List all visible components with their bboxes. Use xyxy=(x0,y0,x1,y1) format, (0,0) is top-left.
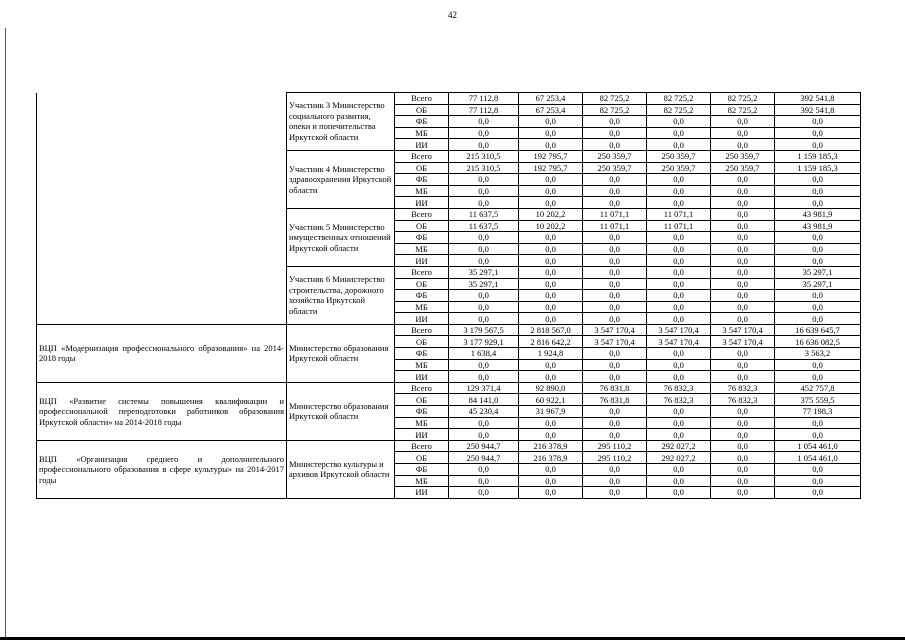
table-row xyxy=(37,93,861,105)
funding-source-cell: Всего xyxy=(395,440,449,452)
funding-source-cell: ФБ xyxy=(395,348,449,360)
year-value-cell: 0,0 xyxy=(647,197,711,209)
year-value-cell: 0,0 xyxy=(711,371,775,383)
year-value-cell: 0,0 xyxy=(449,139,519,151)
year-value-cell: 0,0 xyxy=(519,232,583,244)
year-value-cell: 0,0 xyxy=(647,266,711,278)
year-value-cell: 0,0 xyxy=(583,348,647,360)
year-value-cell: 1 638,4 xyxy=(449,348,519,360)
year-value-cell: 0,0 xyxy=(711,359,775,371)
year-value-cell: 292 027,2 xyxy=(647,440,711,452)
funding-source-cell: Всего xyxy=(395,266,449,278)
year-value-cell: 0,0 xyxy=(647,243,711,255)
funding-source-cell: ОБ xyxy=(395,162,449,174)
year-value-cell: 0,0 xyxy=(449,185,519,197)
year-value-cell: 0,0 xyxy=(449,417,519,429)
year-value-cell: 3 547 170,4 xyxy=(583,336,647,348)
funding-source-cell: МБ xyxy=(395,185,449,197)
total-value-cell: 16 636 082,5 xyxy=(775,336,861,348)
year-value-cell: 0,0 xyxy=(519,197,583,209)
year-value-cell: 0,0 xyxy=(449,475,519,487)
year-value-cell: 76 832,3 xyxy=(711,394,775,406)
total-value-cell: 0,0 xyxy=(775,464,861,476)
year-value-cell: 0,0 xyxy=(583,278,647,290)
year-value-cell: 129 371,4 xyxy=(449,382,519,394)
funding-source-cell: МБ xyxy=(395,475,449,487)
year-value-cell: 0,0 xyxy=(519,475,583,487)
year-value-cell: 0,0 xyxy=(647,487,711,499)
year-value-cell: 0,0 xyxy=(647,290,711,302)
year-value-cell: 0,0 xyxy=(711,313,775,325)
year-value-cell: 0,0 xyxy=(519,417,583,429)
funding-source-cell: ИИ xyxy=(395,487,449,499)
table-row xyxy=(37,324,861,336)
total-value-cell: 0,0 xyxy=(775,371,861,383)
program-cell xyxy=(37,93,287,151)
table-row xyxy=(37,150,861,162)
year-value-cell: 35 297,1 xyxy=(449,278,519,290)
year-value-cell: 0,0 xyxy=(583,464,647,476)
year-value-cell: 76 831,8 xyxy=(583,394,647,406)
funding-source-cell: ОБ xyxy=(395,336,449,348)
funding-source-cell: ИИ xyxy=(395,313,449,325)
year-value-cell: 0,0 xyxy=(711,406,775,418)
year-value-cell: 0,0 xyxy=(647,139,711,151)
year-value-cell: 0,0 xyxy=(449,301,519,313)
year-value-cell: 0,0 xyxy=(519,139,583,151)
year-value-cell: 60 922,1 xyxy=(519,394,583,406)
year-value-cell: 250 359,7 xyxy=(647,162,711,174)
year-value-cell: 76 832,3 xyxy=(647,394,711,406)
year-value-cell: 10 202,2 xyxy=(519,220,583,232)
year-value-cell: 0,0 xyxy=(711,208,775,220)
year-value-cell: 0,0 xyxy=(583,359,647,371)
total-value-cell: 0,0 xyxy=(775,232,861,244)
year-value-cell: 11 637,5 xyxy=(449,220,519,232)
year-value-cell: 0,0 xyxy=(583,232,647,244)
year-value-cell: 0,0 xyxy=(583,475,647,487)
year-value-cell: 3 547 170,4 xyxy=(711,336,775,348)
year-value-cell: 0,0 xyxy=(519,301,583,313)
year-value-cell: 0,0 xyxy=(519,313,583,325)
year-value-cell: 0,0 xyxy=(449,232,519,244)
year-value-cell: 0,0 xyxy=(519,359,583,371)
year-value-cell: 0,0 xyxy=(583,255,647,267)
year-value-cell: 0,0 xyxy=(519,487,583,499)
year-value-cell: 3 179 567,5 xyxy=(449,324,519,336)
year-value-cell: 295 110,2 xyxy=(583,452,647,464)
total-value-cell: 375 559,5 xyxy=(775,394,861,406)
total-value-cell: 16 639 645,7 xyxy=(775,324,861,336)
year-value-cell: 0,0 xyxy=(711,417,775,429)
funding-table xyxy=(36,92,861,499)
year-value-cell: 84 141,0 xyxy=(449,394,519,406)
year-value-cell: 0,0 xyxy=(449,313,519,325)
year-value-cell: 0,0 xyxy=(711,278,775,290)
year-value-cell: 0,0 xyxy=(711,348,775,360)
year-value-cell: 0,0 xyxy=(449,359,519,371)
year-value-cell: 0,0 xyxy=(711,139,775,151)
funding-source-cell: Всего xyxy=(395,208,449,220)
year-value-cell: 45 230,4 xyxy=(449,406,519,418)
funding-source-cell: МБ xyxy=(395,243,449,255)
participant-cell: Участник 3 Министерство социального развития, опеки и попечительства Иркутской области xyxy=(287,93,395,151)
year-value-cell: 0,0 xyxy=(647,475,711,487)
year-value-cell: 0,0 xyxy=(583,429,647,441)
year-value-cell: 0,0 xyxy=(449,429,519,441)
year-value-cell: 0,0 xyxy=(583,197,647,209)
year-value-cell: 77 112,8 xyxy=(449,93,519,105)
total-value-cell: 0,0 xyxy=(775,417,861,429)
year-value-cell: 0,0 xyxy=(519,185,583,197)
year-value-cell: 0,0 xyxy=(519,243,583,255)
year-value-cell: 0,0 xyxy=(647,116,711,128)
year-value-cell: 3 547 170,4 xyxy=(711,324,775,336)
participant-cell: Министерство образования Иркутской области xyxy=(287,382,395,440)
year-value-cell: 0,0 xyxy=(647,359,711,371)
year-value-cell: 31 967,9 xyxy=(519,406,583,418)
year-value-cell: 0,0 xyxy=(647,417,711,429)
funding-source-cell: ИИ xyxy=(395,139,449,151)
total-value-cell: 0,0 xyxy=(775,185,861,197)
year-value-cell: 82 725,2 xyxy=(583,93,647,105)
year-value-cell: 0,0 xyxy=(711,127,775,139)
year-value-cell: 216 378,9 xyxy=(519,452,583,464)
year-value-cell: 250 359,7 xyxy=(711,150,775,162)
program-cell: ВЦП «Модернизация профессионального образования» на 2014-2018 годы xyxy=(37,324,287,382)
year-value-cell: 0,0 xyxy=(449,255,519,267)
year-value-cell: 0,0 xyxy=(647,406,711,418)
year-value-cell: 0,0 xyxy=(711,475,775,487)
year-value-cell: 11 071,1 xyxy=(647,220,711,232)
year-value-cell: 0,0 xyxy=(583,290,647,302)
year-value-cell: 0,0 xyxy=(711,429,775,441)
year-value-cell: 0,0 xyxy=(647,232,711,244)
year-value-cell: 2 818 567,0 xyxy=(519,324,583,336)
year-value-cell: 0,0 xyxy=(449,243,519,255)
year-value-cell: 0,0 xyxy=(449,127,519,139)
funding-source-cell: Всего xyxy=(395,382,449,394)
year-value-cell: 0,0 xyxy=(519,255,583,267)
funding-source-cell: ФБ xyxy=(395,406,449,418)
year-value-cell: 0,0 xyxy=(647,185,711,197)
total-value-cell: 0,0 xyxy=(775,290,861,302)
funding-source-cell: ФБ xyxy=(395,464,449,476)
year-value-cell: 11 071,1 xyxy=(647,208,711,220)
year-value-cell: 0,0 xyxy=(519,429,583,441)
year-value-cell: 2 816 642,2 xyxy=(519,336,583,348)
funding-source-cell: ОБ xyxy=(395,394,449,406)
year-value-cell: 0,0 xyxy=(711,197,775,209)
total-value-cell: 392 541,8 xyxy=(775,104,861,116)
funding-source-cell: ФБ xyxy=(395,290,449,302)
total-value-cell: 0,0 xyxy=(775,255,861,267)
total-value-cell: 0,0 xyxy=(775,243,861,255)
year-value-cell: 0,0 xyxy=(711,301,775,313)
total-value-cell: 1 054 461,0 xyxy=(775,440,861,452)
total-value-cell: 35 297,1 xyxy=(775,266,861,278)
year-value-cell: 3 547 170,4 xyxy=(647,336,711,348)
year-value-cell: 11 071,1 xyxy=(583,220,647,232)
participant-cell: Участник 6 Министерство строительства, дорожного хозяйства Иркутской области xyxy=(287,266,395,324)
year-value-cell: 0,0 xyxy=(711,243,775,255)
year-value-cell: 0,0 xyxy=(647,371,711,383)
year-value-cell: 82 725,2 xyxy=(711,93,775,105)
year-value-cell: 215 310,5 xyxy=(449,150,519,162)
total-value-cell: 0,0 xyxy=(775,487,861,499)
total-value-cell: 1 159 185,3 xyxy=(775,150,861,162)
year-value-cell: 250 359,7 xyxy=(647,150,711,162)
total-value-cell: 0,0 xyxy=(775,475,861,487)
year-value-cell: 67 253,4 xyxy=(519,104,583,116)
total-value-cell: 0,0 xyxy=(775,197,861,209)
year-value-cell: 11 071,1 xyxy=(583,208,647,220)
year-value-cell: 0,0 xyxy=(449,116,519,128)
year-value-cell: 0,0 xyxy=(711,464,775,476)
year-value-cell: 0,0 xyxy=(711,487,775,499)
year-value-cell: 0,0 xyxy=(647,127,711,139)
year-value-cell: 76 831,8 xyxy=(583,382,647,394)
year-value-cell: 0,0 xyxy=(519,266,583,278)
year-value-cell: 0,0 xyxy=(449,464,519,476)
year-value-cell: 82 725,2 xyxy=(647,93,711,105)
year-value-cell: 82 725,2 xyxy=(647,104,711,116)
year-value-cell: 0,0 xyxy=(449,174,519,186)
year-value-cell: 192 795,7 xyxy=(519,150,583,162)
year-value-cell: 0,0 xyxy=(647,348,711,360)
year-value-cell: 215 310,5 xyxy=(449,162,519,174)
year-value-cell: 0,0 xyxy=(647,278,711,290)
funding-source-cell: ИИ xyxy=(395,429,449,441)
year-value-cell: 3 547 170,4 xyxy=(583,324,647,336)
year-value-cell: 0,0 xyxy=(583,185,647,197)
program-cell xyxy=(37,266,287,324)
year-value-cell: 10 202,2 xyxy=(519,208,583,220)
year-value-cell: 0,0 xyxy=(449,290,519,302)
year-value-cell: 0,0 xyxy=(519,290,583,302)
year-value-cell: 0,0 xyxy=(583,301,647,313)
year-value-cell: 35 297,1 xyxy=(449,266,519,278)
year-value-cell: 0,0 xyxy=(583,406,647,418)
program-cell xyxy=(37,150,287,208)
year-value-cell: 216 378,9 xyxy=(519,440,583,452)
year-value-cell: 250 944,7 xyxy=(449,452,519,464)
funding-source-cell: Всего xyxy=(395,93,449,105)
table-row xyxy=(37,266,861,278)
total-value-cell: 43 981,9 xyxy=(775,220,861,232)
total-value-cell: 0,0 xyxy=(775,116,861,128)
year-value-cell: 0,0 xyxy=(583,243,647,255)
total-value-cell: 35 297,1 xyxy=(775,278,861,290)
year-value-cell: 0,0 xyxy=(583,487,647,499)
year-value-cell: 76 832,3 xyxy=(711,382,775,394)
participant-cell: Министерство культуры и архивов Иркутской области xyxy=(287,440,395,498)
year-value-cell: 0,0 xyxy=(583,139,647,151)
funding-source-cell: ИИ xyxy=(395,371,449,383)
year-value-cell: 0,0 xyxy=(583,266,647,278)
funding-source-cell: Всего xyxy=(395,324,449,336)
year-value-cell: 250 359,7 xyxy=(711,162,775,174)
participant-cell: Участник 5 Министерство имущественных отношений Иркутской области xyxy=(287,208,395,266)
page-number: 42 xyxy=(448,10,457,20)
year-value-cell: 82 725,2 xyxy=(711,104,775,116)
program-cell: ВЦП «Организация среднего и дополнительного профессионального образования в сфере культуры» на 2014-2017 годы xyxy=(37,440,287,498)
total-value-cell: 0,0 xyxy=(775,127,861,139)
participant-cell: Министерство образования Иркутской области xyxy=(287,324,395,382)
year-value-cell: 0,0 xyxy=(583,174,647,186)
year-value-cell: 76 832,3 xyxy=(647,382,711,394)
funding-source-cell: МБ xyxy=(395,417,449,429)
scan-edge-mark xyxy=(5,28,6,640)
year-value-cell: 0,0 xyxy=(711,220,775,232)
year-value-cell: 0,0 xyxy=(519,371,583,383)
year-value-cell: 0,0 xyxy=(583,313,647,325)
year-value-cell: 0,0 xyxy=(711,232,775,244)
year-value-cell: 77 112,8 xyxy=(449,104,519,116)
year-value-cell: 0,0 xyxy=(711,452,775,464)
year-value-cell: 0,0 xyxy=(711,290,775,302)
funding-source-cell: ОБ xyxy=(395,278,449,290)
year-value-cell: 0,0 xyxy=(583,371,647,383)
table-row xyxy=(37,382,861,394)
year-value-cell: 0,0 xyxy=(449,487,519,499)
funding-source-cell: ИИ xyxy=(395,197,449,209)
year-value-cell: 0,0 xyxy=(647,464,711,476)
funding-source-cell: МБ xyxy=(395,127,449,139)
year-value-cell: 192 795,7 xyxy=(519,162,583,174)
total-value-cell: 0,0 xyxy=(775,139,861,151)
year-value-cell: 11 637,5 xyxy=(449,208,519,220)
year-value-cell: 0,0 xyxy=(711,266,775,278)
funding-source-cell: Всего xyxy=(395,150,449,162)
year-value-cell: 0,0 xyxy=(519,464,583,476)
year-value-cell: 0,0 xyxy=(711,174,775,186)
year-value-cell: 295 110,2 xyxy=(583,440,647,452)
year-value-cell: 0,0 xyxy=(647,301,711,313)
funding-table-body xyxy=(37,93,861,499)
year-value-cell: 82 725,2 xyxy=(583,104,647,116)
year-value-cell: 0,0 xyxy=(647,174,711,186)
program-cell xyxy=(37,208,287,266)
year-value-cell: 0,0 xyxy=(711,255,775,267)
year-value-cell: 92 890,0 xyxy=(519,382,583,394)
table-row xyxy=(37,440,861,452)
funding-source-cell: ФБ xyxy=(395,232,449,244)
year-value-cell: 0,0 xyxy=(647,429,711,441)
total-value-cell: 392 541,8 xyxy=(775,93,861,105)
year-value-cell: 3 177 929,1 xyxy=(449,336,519,348)
year-value-cell: 0,0 xyxy=(449,371,519,383)
table-row xyxy=(37,208,861,220)
total-value-cell: 0,0 xyxy=(775,174,861,186)
year-value-cell: 250 944,7 xyxy=(449,440,519,452)
total-value-cell: 3 563,2 xyxy=(775,348,861,360)
total-value-cell: 452 757,8 xyxy=(775,382,861,394)
year-value-cell: 0,0 xyxy=(519,174,583,186)
total-value-cell: 0,0 xyxy=(775,313,861,325)
year-value-cell: 0,0 xyxy=(647,255,711,267)
year-value-cell: 0,0 xyxy=(711,185,775,197)
total-value-cell: 0,0 xyxy=(775,301,861,313)
funding-source-cell: ОБ xyxy=(395,104,449,116)
funding-source-cell: ОБ xyxy=(395,220,449,232)
year-value-cell: 0,0 xyxy=(711,116,775,128)
year-value-cell: 0,0 xyxy=(519,116,583,128)
year-value-cell: 0,0 xyxy=(583,127,647,139)
funding-source-cell: ОБ xyxy=(395,452,449,464)
total-value-cell: 0,0 xyxy=(775,359,861,371)
funding-source-cell: ФБ xyxy=(395,174,449,186)
year-value-cell: 250 359,7 xyxy=(583,150,647,162)
year-value-cell: 0,0 xyxy=(583,417,647,429)
year-value-cell: 0,0 xyxy=(519,278,583,290)
year-value-cell: 67 253,4 xyxy=(519,93,583,105)
total-value-cell: 77 198,3 xyxy=(775,406,861,418)
total-value-cell: 0,0 xyxy=(775,429,861,441)
total-value-cell: 43 981,9 xyxy=(775,208,861,220)
year-value-cell: 0,0 xyxy=(519,127,583,139)
program-cell: ВЦП «Развитие системы повышения квалификации и профессиональной переподготовки работников образования Иркутской области» на 2014-2018 годы xyxy=(37,382,287,440)
funding-source-cell: ИИ xyxy=(395,255,449,267)
participant-cell: Участник 4 Министерство здравоохранения Иркутской области xyxy=(287,150,395,208)
year-value-cell: 0,0 xyxy=(647,313,711,325)
funding-source-cell: МБ xyxy=(395,359,449,371)
funding-source-cell: ФБ xyxy=(395,116,449,128)
year-value-cell: 3 547 170,4 xyxy=(647,324,711,336)
total-value-cell: 1 159 185,3 xyxy=(775,162,861,174)
funding-source-cell: МБ xyxy=(395,301,449,313)
year-value-cell: 292 027,2 xyxy=(647,452,711,464)
year-value-cell: 0,0 xyxy=(449,197,519,209)
year-value-cell: 0,0 xyxy=(583,116,647,128)
year-value-cell: 1 924,8 xyxy=(519,348,583,360)
year-value-cell: 250 359,7 xyxy=(583,162,647,174)
total-value-cell: 1 054 461,0 xyxy=(775,452,861,464)
year-value-cell: 0,0 xyxy=(711,440,775,452)
